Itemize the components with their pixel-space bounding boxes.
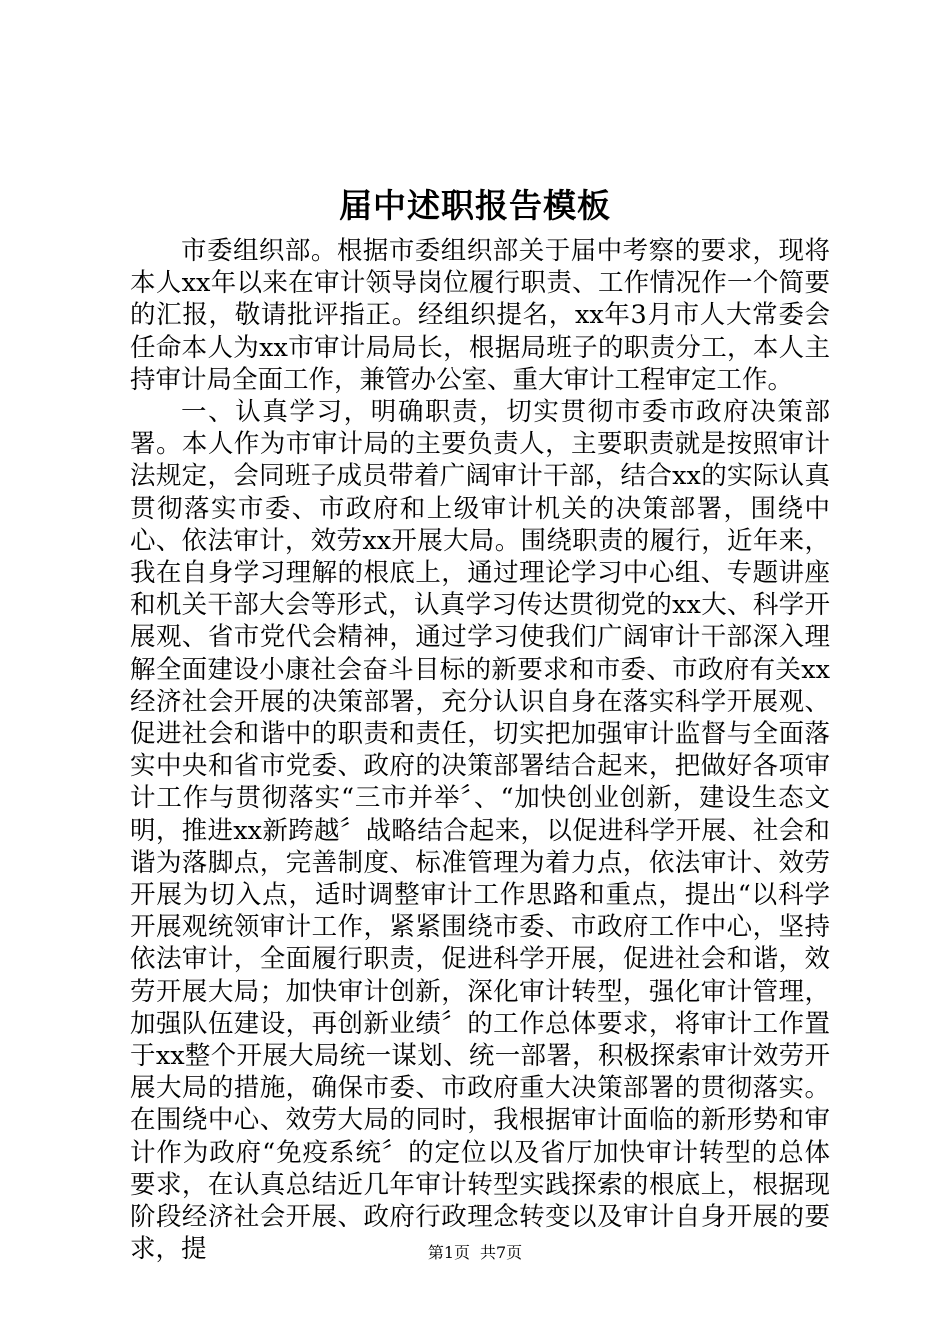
page-total: 共7页 xyxy=(480,1243,523,1262)
paragraph-intro: 市委组织部。根据市委组织部关于届中考察的要求，现将本人xx年以来在审计领导岗位履行职责、工作情况作一个简要的汇报，敬请批评指正。经组织提名，xx年3月市人大常委会任命本人为xx市审计局局长，根据局班子的职责分工，本人主持审计局全面工作，兼管办公室、重大审计工程审定工作。 xyxy=(130,236,830,395)
page-number: 第1页 xyxy=(427,1243,470,1262)
document-body xyxy=(130,235,830,1266)
page-footer xyxy=(0,1242,950,1264)
paragraph-section-one: 一、认真学习，明确职责，切实贯彻市委市政府决策部署。本人作为市审计局的主要负责人，主要职责就是按照审计法规定，会同班子成员带着广阔审计干部，结合xx的实际认真贯彻落实市委、市政府和上级审计机关的决策部署，围绕中心、依法审计，效劳xx开展大局。围绕职责的履行，近年来，我在自身学习理解的根底上，通过理论学习中心组、专题讲座和机关干部大会等形式，认真学习传达贯彻党的xx大、科学开展观、省市党代会精神，通过学习使我们广阔审计干部深入理解全面建设小康社会奋斗目标的新要求和市委、市政府有关xx经济社会开展的决策部署，充分认识自身在落实科学开展观、促进社会和谐中的职责和责任，切实把加强审计监督与全面落实中央和省市党委、政府的决策部署结合起来，把做好各项审计工作与贯彻落实“三市并举〞、“加快创业创新，建设生态文明，推进xx新跨越〞战略结合起来，以促进科学开展、社会和谐为落脚点，完善制度、标准管理为着力点，依法审计、效劳开展为切入点，适时调整审计工作思路和重点，提出“以科学开展观统领审计工作，紧紧围绕市委、市政府工作中心，坚持依法审计，全面履行职责，促进科学开展，促进社会和谐，效劳开展大局；加快审计创新，深化审计转型，强化审计管理，加强队伍建设，再创新业绩〞的工作总体要求，将审计工作置于xx整个开展大局统一谋划、统一部署，积极探索审计效劳开展大局的措施，确保市委、市政府重大决策部署的贯彻落实。在围绕中心、效劳大局的同时，我根据审计面临的新形势和审计作为政府“免疫系统〞的定位以及省厅加快审计转型的总体要求，在认真总结近几年审计转型实践探索的根底上，根据现阶段经济社会开展、政府行政理念转变以及审计自身开展的要求，提 xyxy=(130,397,830,1265)
document-title: 届中述职报告模板 xyxy=(339,186,611,225)
